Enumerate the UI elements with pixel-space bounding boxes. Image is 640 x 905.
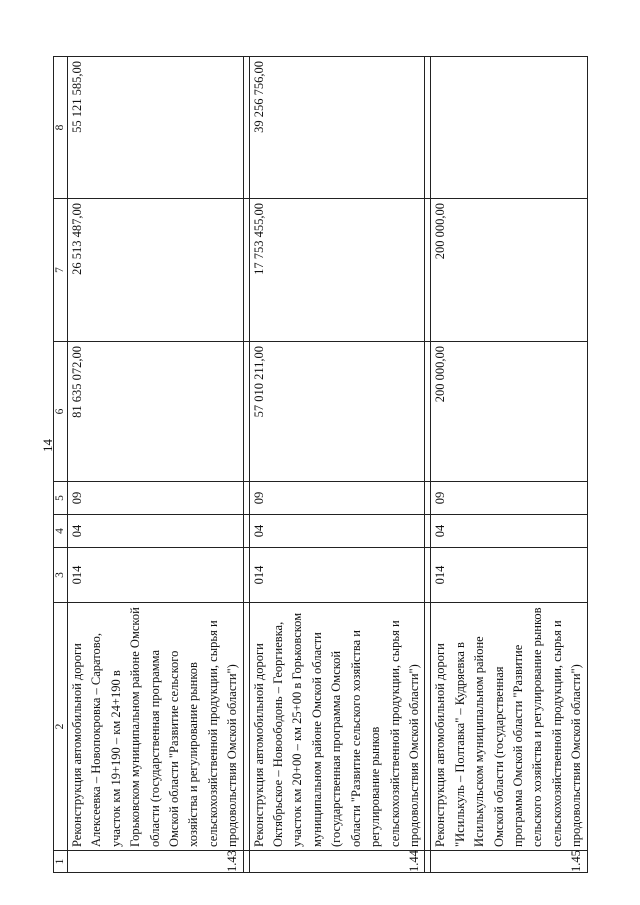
row-name: Реконструкция автомобильной дороги "Исилькуль – Полтавка" – Кудряевка в Исилькульском муниципальном районе Омской области (государственная программа Омской области "Развитие сельского хозяйства и регулирование рынков сельскохозяйственной продукции, сырья и продовольствия Омской области") [431, 603, 587, 851]
row-code-3: 014 [431, 548, 587, 603]
row-code-4: 04 [431, 515, 587, 548]
row-amount-8: 39 256 756,00 [249, 57, 425, 199]
col-header-2: 2 [54, 603, 68, 851]
row-code-3: 014 [249, 548, 425, 603]
page-number [40, 439, 55, 468]
row-amount-7: 17 753 455,00 [249, 199, 425, 342]
row-code-5: 09 [249, 482, 425, 515]
col-header-1: 1 [54, 851, 68, 873]
table-row [68, 57, 244, 873]
col-header-4: 4 [54, 515, 68, 548]
row-id: 1.44 [249, 851, 425, 873]
row-code-3: 014 [68, 548, 244, 603]
budget-table [53, 56, 588, 873]
col-header-5: 5 [54, 482, 68, 515]
column-number-row [54, 57, 68, 873]
rotated-table-container [53, 57, 584, 873]
row-code-4: 04 [249, 515, 425, 548]
row-amount-7: 26 513 487,00 [68, 199, 244, 342]
col-header-7: 7 [54, 199, 68, 342]
table-row [431, 57, 587, 873]
row-code-5: 09 [431, 482, 587, 515]
row-id: 1.45 [431, 851, 587, 873]
row-amount-7: 200 000,00 [431, 199, 587, 342]
col-header-8: 8 [54, 57, 68, 199]
row-name: Реконструкция автомобильной дороги Алексеевка – Новопокровка – Саратово, участок км 19+190 – км 24+190 в Горьковском муниципальном районе Омской области (государственная программа Омской области "Развитие сельского хозяйства и регулирование рынков сельскохозяйственной продукции, сырья и продовольствия Омской области") [68, 603, 244, 851]
col-header-3: 3 [54, 548, 68, 603]
col-header-6: 6 [54, 342, 68, 482]
row-code-5: 09 [68, 482, 244, 515]
page-number-text: 14 [40, 439, 55, 452]
row-id: 1.43 [68, 851, 244, 873]
row-amount-6: 200 000,00 [431, 342, 587, 482]
row-amount-6: 81 635 072,00 [68, 342, 244, 482]
row-amount-8 [431, 57, 587, 199]
row-name: Реконструкция автомобильной дороги Октябрьское – Новоободонь – Георгиевка, участок км 20+00 – км 25+00 в Горьковском муниципальном районе Омской области (государственная программа Омской области "Развитие сельского хозяйства и регулирование рынков сельскохозяйственной продукции, сырья и продовольствия Омской области") [249, 603, 425, 851]
table-row [249, 57, 425, 873]
row-amount-8: 55 121 585,00 [68, 57, 244, 199]
row-code-4: 04 [68, 515, 244, 548]
row-amount-6: 57 010 211,00 [249, 342, 425, 482]
